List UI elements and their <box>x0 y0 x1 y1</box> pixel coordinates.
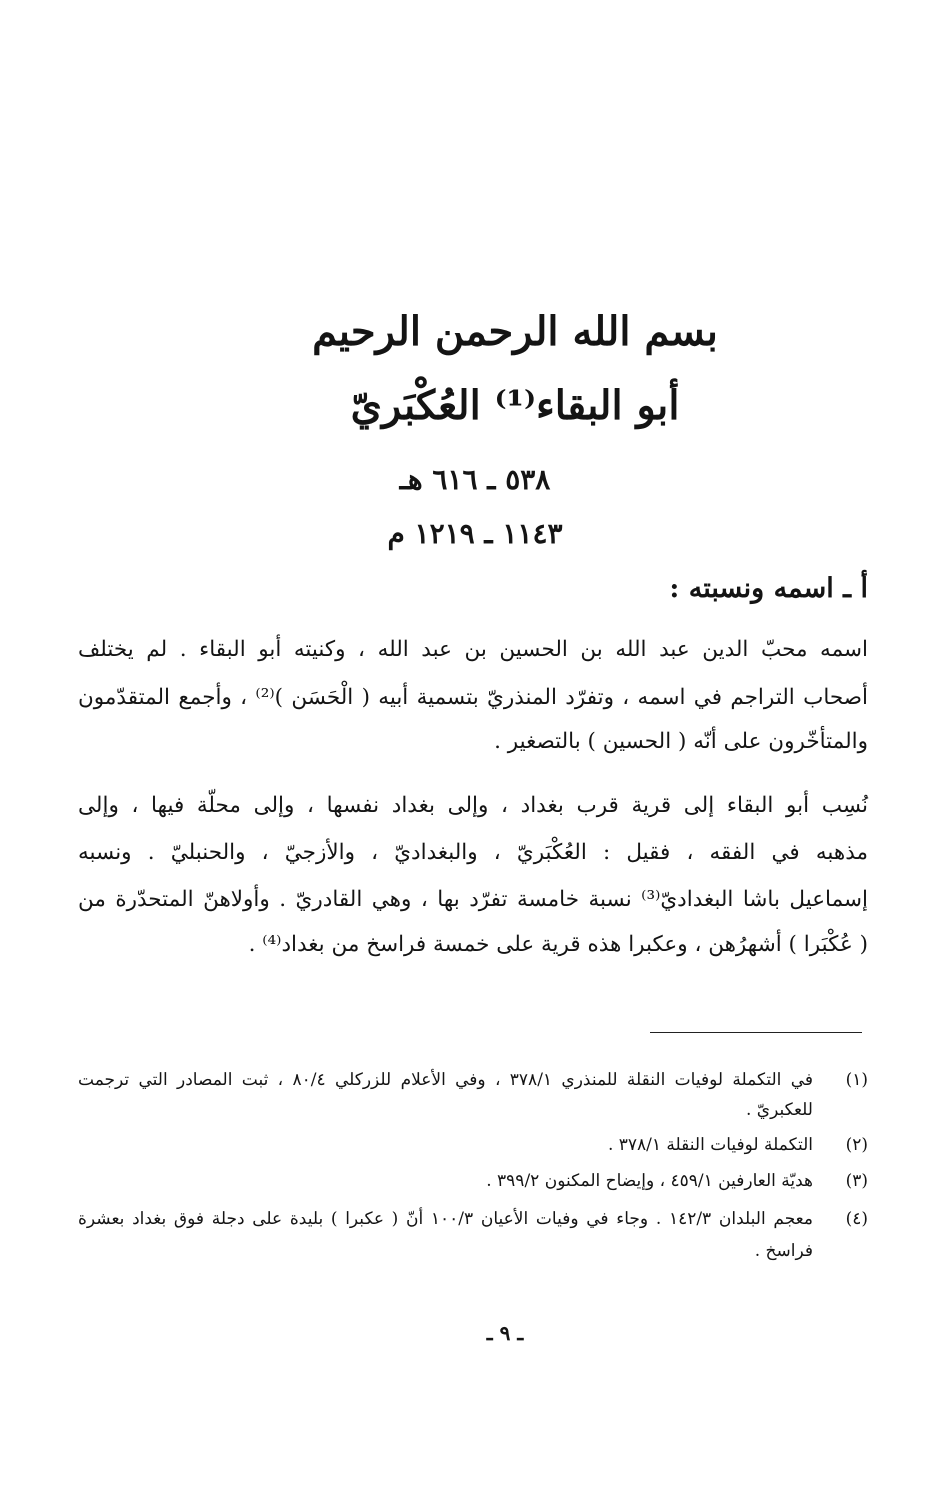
paragraph-line: أصحاب التراجم في اسمه ، وتفرّد المنذريّ بتسمية أبيه ( الْحَسَن )⁽²⁾ ، وأجمع المتقدّمون <box>78 685 868 710</box>
footnote-text-continued: للعكبريّ . <box>745 1100 813 1120</box>
footnote-text: معجم البلدان ١٤٢/٣ . وجاء في وفيات الأعيان ١٠٠/٣ أنّ ( عكبرا ) بليدة على دجلة فوق بغداد بعشرة <box>78 1209 813 1229</box>
page-number: ـ ٩ ـ <box>486 1321 524 1345</box>
hijri-dates: ٥٣٨ ـ ٦١٦ هـ <box>399 463 551 496</box>
footnote-text: في التكملة لوفيات النقلة للمنذري ٣٧٨/١ ، وفي الأعلام للزركلي ٨٠/٤ ، ثبت المصادر التي ترجمت <box>78 1070 813 1090</box>
basmala-heading: بسم الله الرحمن الرحيم <box>312 308 718 355</box>
paragraph-line: مذهبه في الفقه ، فقيل : العُكْبَريّ ، والبغداديّ ، والأزجيّ ، والحنبليّ . ونسبه <box>78 840 868 865</box>
paragraph-line: إسماعيل باشا البغداديّ⁽³⁾ نسبة خامسة تفرّد بها ، وهي القادريّ . وأولاهنّ المتحدّرة من <box>78 887 868 912</box>
gregorian-dates: ١١٤٣ ـ ١٢١٩ م <box>387 517 563 550</box>
paragraph-line: والمتأخّرون على أنّه ( الحسين ) بالتصغير . <box>494 729 868 754</box>
paragraph-line: ( عُكْبَرا ) أشهرُهن ، وعكبرا هذه قرية على خمسة فراسخ من بغداد⁽⁴⁾ . <box>248 932 868 957</box>
footnote-text: هديّة العارفين ٤٥٩/١ ، وإيضاح المكنون ٣٩٩/٢ . <box>486 1171 813 1191</box>
footnote-2 <box>78 1130 868 1162</box>
footnote-separator <box>650 1032 862 1033</box>
footnote-number: (٢) <box>845 1135 868 1155</box>
footnote-1 <box>78 1065 868 1129</box>
scholar-name-title: أبو البقاء⁽¹⁾ العُكْبَريّ <box>350 382 680 429</box>
footnote-text: التكملة لوفيات النقلة ٣٧٨/١ . <box>607 1135 813 1155</box>
section-title: أ ـ اسمه ونسبته : <box>669 573 868 604</box>
footnote-text-continued: فراسخ . <box>754 1241 813 1261</box>
footnote-4 <box>78 1204 868 1268</box>
paragraph-line: نُسِب أبو البقاء إلى قرية قرب بغداد ، وإلى بغداد نفسها ، وإلى محلّة فيها ، وإلى <box>78 793 868 818</box>
footnote-number: (١) <box>845 1070 868 1090</box>
footnote-number: (٤) <box>845 1209 868 1229</box>
footnote-3 <box>78 1166 868 1198</box>
footnote-number: (٣) <box>845 1171 868 1191</box>
paragraph-line: اسمه محبّ الدين عبد الله بن الحسين بن عبد الله ، وكنيته أبو البقاء . لم يختلف <box>78 637 868 662</box>
